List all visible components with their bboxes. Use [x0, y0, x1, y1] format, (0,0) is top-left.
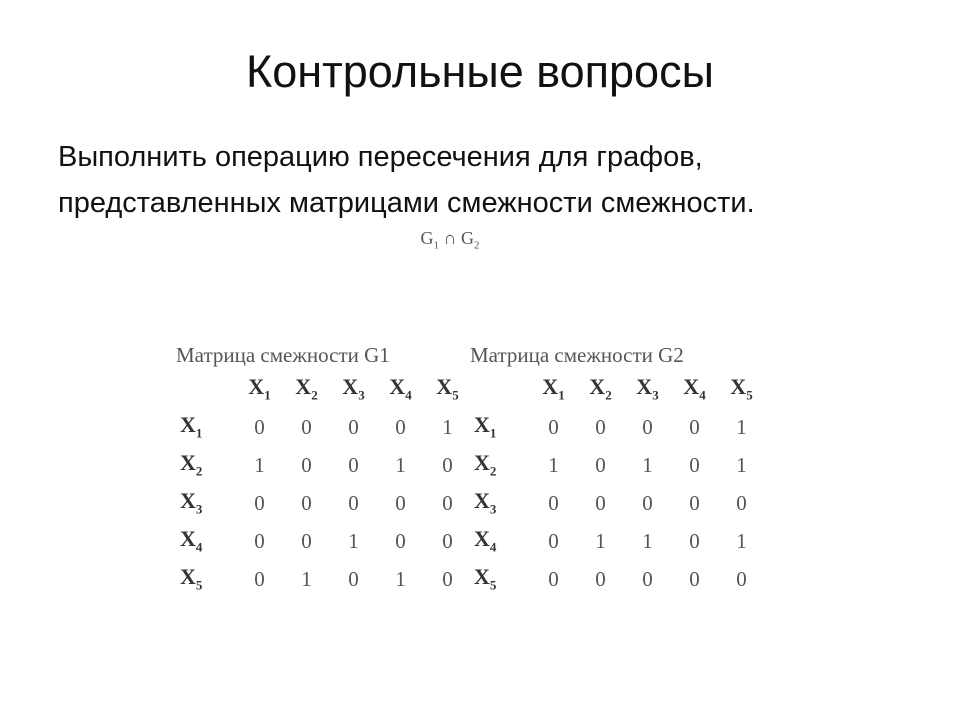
vertex-letter: X	[683, 374, 700, 400]
vertex-letter: X	[542, 374, 559, 400]
row-vertex-label	[474, 450, 497, 479]
matrix-row	[470, 446, 765, 484]
column-vertex-label	[248, 374, 271, 403]
column-header	[577, 370, 624, 408]
matrix-cell: 0	[736, 490, 747, 515]
task-line-2: представленных матрицами смежности смежности.	[58, 187, 755, 219]
row-header	[176, 522, 236, 560]
matrix-cell: 0	[548, 528, 559, 553]
matrix-cell: 0	[442, 566, 453, 591]
matrix-cell: 0	[348, 566, 359, 591]
matrix-cell: 0	[689, 490, 700, 515]
matrix-row	[470, 408, 765, 446]
vertex-index: 1	[264, 387, 271, 403]
formula-operator: ∩	[443, 228, 457, 248]
vertex-letter: X	[295, 374, 312, 400]
matrix-cell: 1	[642, 452, 653, 477]
vertex-letter: X	[730, 374, 747, 400]
matrix-row	[176, 408, 471, 446]
matrix-cell: 0	[595, 414, 606, 439]
matrix-header-row	[176, 370, 471, 408]
matrix-cell: 1	[442, 414, 453, 439]
matrix-cell: 0	[548, 490, 559, 515]
matrix-table	[470, 370, 765, 598]
vertex-index: 3	[358, 387, 365, 403]
vertex-index: 3	[489, 501, 497, 517]
matrix-cell: 0	[395, 528, 406, 553]
matrix-cell: 0	[595, 566, 606, 591]
vertex-letter: X	[474, 564, 490, 590]
vertex-letter: X	[474, 488, 490, 514]
matrix-cell: 0	[395, 414, 406, 439]
matrix-cell: 0	[442, 528, 453, 553]
matrix-cell: 0	[254, 414, 265, 439]
column-header	[283, 370, 330, 408]
column-vertex-label	[730, 374, 753, 403]
column-vertex-label	[295, 374, 318, 403]
matrix-cell: 1	[736, 528, 747, 553]
matrix-cell: 1	[642, 528, 653, 553]
matrix-cell: 0	[548, 414, 559, 439]
slide-title: Контрольные вопросы	[246, 46, 714, 97]
task-line-1: Выполнить операцию пересечения для графов,	[58, 141, 703, 173]
matrix-cell: 0	[301, 414, 312, 439]
row-vertex-label	[180, 450, 203, 479]
matrix-row	[470, 560, 765, 598]
task-text	[58, 134, 918, 226]
column-header	[671, 370, 718, 408]
matrix-cell: 1	[595, 528, 606, 553]
row-vertex-label	[180, 526, 203, 555]
matrix-cell: 0	[548, 566, 559, 591]
matrix-cell: 0	[254, 566, 265, 591]
matrix-cell: 0	[595, 490, 606, 515]
matrix-cell: 0	[689, 566, 700, 591]
row-vertex-label	[474, 412, 497, 441]
vertex-letter: X	[389, 374, 406, 400]
matrix-cell: 0	[442, 452, 453, 477]
matrix-corner	[176, 370, 236, 408]
matrix-row	[470, 522, 765, 560]
matrix-header-row	[470, 370, 765, 408]
matrix-cell: 1	[395, 566, 406, 591]
matrix-cell: 0	[736, 566, 747, 591]
matrix-cell: 0	[301, 490, 312, 515]
matrix-cell: 0	[395, 490, 406, 515]
vertex-index: 3	[652, 387, 659, 403]
vertex-letter: X	[180, 412, 196, 438]
column-vertex-label	[589, 374, 612, 403]
matrix-caption: Матрица смежности G1	[176, 343, 390, 367]
adjacency-matrix-g2	[470, 340, 765, 598]
vertex-index: 2	[195, 463, 203, 479]
matrix-cell: 1	[395, 452, 406, 477]
column-header	[718, 370, 765, 408]
matrix-cell: 1	[548, 452, 559, 477]
vertex-index: 2	[605, 387, 612, 403]
vertex-index: 5	[452, 387, 459, 403]
column-vertex-label	[542, 374, 565, 403]
matrix-row	[176, 522, 471, 560]
matrix-cell: 0	[642, 566, 653, 591]
row-header	[176, 446, 236, 484]
column-vertex-label	[342, 374, 365, 403]
matrix-cell: 1	[736, 452, 747, 477]
matrix-cell: 0	[254, 490, 265, 515]
matrix-cell: 0	[689, 452, 700, 477]
matrix-cell: 0	[642, 414, 653, 439]
vertex-index: 3	[195, 501, 203, 517]
row-header	[176, 408, 236, 446]
vertex-index: 4	[699, 387, 706, 403]
matrix-cell: 1	[254, 452, 265, 477]
vertex-index: 5	[746, 387, 753, 403]
vertex-letter: X	[180, 450, 196, 476]
vertex-letter: X	[589, 374, 606, 400]
vertex-index: 1	[195, 425, 203, 441]
matrix-cell: 1	[301, 566, 312, 591]
matrix-cell: 0	[254, 528, 265, 553]
vertex-letter: X	[474, 450, 490, 476]
matrix-cell: 0	[689, 414, 700, 439]
row-header	[176, 484, 236, 522]
row-header	[470, 560, 530, 598]
vertex-letter: X	[342, 374, 359, 400]
vertex-index: 1	[489, 425, 497, 441]
matrix-row	[176, 560, 471, 598]
row-vertex-label	[474, 564, 497, 593]
vertex-index: 4	[489, 539, 497, 555]
vertex-index: 4	[195, 539, 203, 555]
row-header	[470, 484, 530, 522]
row-vertex-label	[180, 412, 203, 441]
matrix-cell: 0	[689, 528, 700, 553]
vertex-letter: X	[180, 564, 196, 590]
row-vertex-label	[180, 488, 203, 517]
row-header	[176, 560, 236, 598]
matrix-table	[176, 370, 471, 598]
row-header	[470, 446, 530, 484]
column-header	[377, 370, 424, 408]
vertex-index: 1	[558, 387, 565, 403]
matrix-cell: 0	[348, 490, 359, 515]
column-vertex-label	[436, 374, 459, 403]
formula-right-sub: 2	[474, 239, 480, 252]
adjacency-matrix-g1	[176, 340, 471, 598]
vertex-letter: X	[474, 412, 490, 438]
vertex-letter: X	[180, 488, 196, 514]
column-header	[330, 370, 377, 408]
matrix-cell: 0	[301, 452, 312, 477]
vertex-letter: X	[248, 374, 265, 400]
vertex-index: 5	[195, 577, 203, 593]
column-header	[424, 370, 471, 408]
vertex-index: 2	[489, 463, 497, 479]
matrix-cell: 0	[348, 452, 359, 477]
row-vertex-label	[180, 564, 203, 593]
matrix-row	[176, 446, 471, 484]
matrix-row	[176, 484, 471, 522]
vertex-letter: X	[636, 374, 653, 400]
vertex-letter: X	[474, 526, 490, 552]
row-vertex-label	[474, 488, 497, 517]
matrix-caption: Матрица смежности G2	[470, 343, 684, 367]
vertex-index: 2	[311, 387, 318, 403]
column-vertex-label	[683, 374, 706, 403]
formula-right: G	[461, 228, 474, 248]
matrix-cell: 1	[736, 414, 747, 439]
formula-left: G	[420, 228, 434, 248]
row-vertex-label	[474, 526, 497, 555]
column-vertex-label	[636, 374, 659, 403]
matrix-row	[470, 484, 765, 522]
matrix-cell: 0	[301, 528, 312, 553]
column-header	[624, 370, 671, 408]
column-vertex-label	[389, 374, 412, 403]
matrix-cell: 0	[348, 414, 359, 439]
row-header	[470, 408, 530, 446]
column-header	[236, 370, 283, 408]
matrix-corner	[470, 370, 530, 408]
vertex-index: 4	[405, 387, 412, 403]
vertex-index: 5	[489, 577, 497, 593]
matrix-cell: 0	[642, 490, 653, 515]
vertex-letter: X	[436, 374, 453, 400]
row-header	[470, 522, 530, 560]
intersection-formula	[0, 228, 900, 252]
vertex-letter: X	[180, 526, 196, 552]
matrix-cell: 1	[348, 528, 359, 553]
column-header	[530, 370, 577, 408]
formula-left-sub: 1	[433, 239, 439, 252]
matrix-cell: 0	[595, 452, 606, 477]
matrix-cell: 0	[442, 490, 453, 515]
